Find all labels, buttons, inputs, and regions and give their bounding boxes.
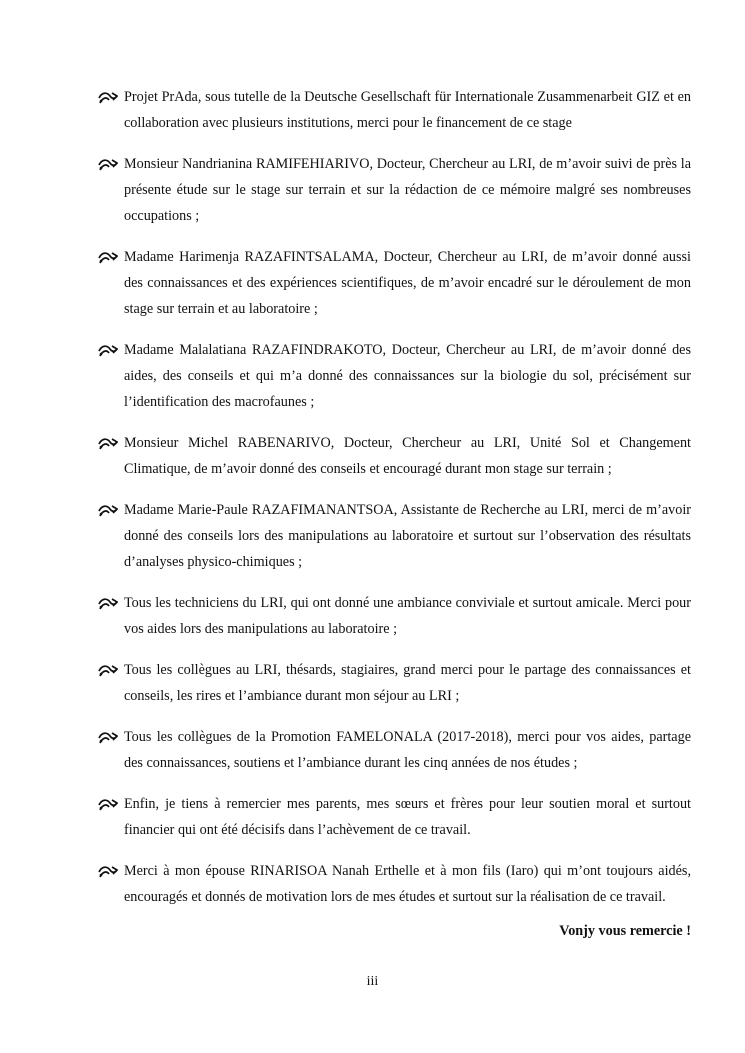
list-item xyxy=(97,430,691,482)
list-item xyxy=(97,724,691,776)
ornament-arrow-icon xyxy=(97,156,118,172)
list-item xyxy=(97,590,691,642)
list-item xyxy=(97,84,691,136)
list-item xyxy=(97,858,691,910)
list-item-text: Madame Malalatiana RAZAFINDRAKOTO, Docteur, Chercheur au LRI, de m’avoir donné des aides, des conseils et qui m’a donné des connaissances sur la biologie du sol, précisément sur l’identification des macrofaunes ; xyxy=(124,342,691,410)
ornament-arrow-icon xyxy=(97,435,118,451)
list-item-text: Tous les techniciens du LRI, qui ont donné une ambiance conviviale et surtout amicale. Merci pour vos aides lors des manipulations au laboratoire ; xyxy=(124,595,691,637)
ornament-arrow-icon xyxy=(97,342,118,358)
ornament-arrow-icon xyxy=(97,863,118,879)
ornament-arrow-icon xyxy=(97,595,118,611)
ornament-arrow-icon xyxy=(97,796,118,812)
ornament-arrow-icon xyxy=(97,89,118,105)
ornament-arrow-icon xyxy=(97,249,118,265)
list-item-text: Madame Marie-Paule RAZAFIMANANTSOA, Assistante de Recherche au LRI, merci de m’avoir donné des conseils lors des manipulations au laboratoire et surtout sur l’observation des résultats d’analyses physico-chimiques ; xyxy=(124,502,691,570)
list-item-text: Enfin, je tiens à remercier mes parents, mes sœurs et frères pour leur soutien moral et surtout financier qui ont été décisifs dans l’achèvement de ce travail. xyxy=(124,796,691,838)
list-item xyxy=(97,244,691,322)
list-item-text: Tous les collègues au LRI, thésards, stagiaires, grand merci pour le partage des connaissances et conseils, les rires et l’ambiance durant mon séjour au LRI ; xyxy=(124,662,691,704)
list-item-text: Merci à mon épouse RINARISOA Nanah Erthelle et à mon fils (Iaro) qui m’ont toujours aidés, encouragés et donnés de motivation lors de mes études et surtout sur la réalisation de ce travail. xyxy=(124,863,691,905)
list-item-text: Madame Harimenja RAZAFINTSALAMA, Docteur, Chercheur au LRI, de m’avoir donné aussi des connaissances et des expériences scientifiques, de m’avoir encadré sur le déroulement de mon stage sur terrain et au laboratoire ; xyxy=(124,249,691,317)
list-item-text: Monsieur Michel RABENARIVO, Docteur, Chercheur au LRI, Unité Sol et Changement Climatique, de m’avoir donné des conseils et encouragé durant mon stage sur terrain ; xyxy=(124,435,691,477)
list-item-text: Monsieur Nandrianina RAMIFEHIARIVO, Docteur, Chercheur au LRI, de m’avoir suivi de près la présente étude sur le stage sur terrain et sur la rédaction de ce mémoire malgré ses nombreuses occupations ; xyxy=(124,156,691,224)
list-item-text: Projet PrAda, sous tutelle de la Deutsche Gesellschaft für Internationale Zusammenarbeit GIZ et en collaboration avec plusieurs institutions, merci pour le financement de ce stage xyxy=(124,89,691,131)
ornament-arrow-icon xyxy=(97,502,118,518)
list-item xyxy=(97,791,691,843)
acknowledgement-list xyxy=(97,84,691,925)
closing-line: Vonjy vous remercie ! xyxy=(559,923,691,939)
list-item-text: Tous les collègues de la Promotion FAMELONALA (2017-2018), merci pour vos aides, partage des connaissances, soutiens et l’ambiance durant les cinq années de nos études ; xyxy=(124,729,691,771)
ornament-arrow-icon xyxy=(97,729,118,745)
page-number: iii xyxy=(366,974,379,989)
list-item xyxy=(97,151,691,229)
ornament-arrow-icon xyxy=(97,662,118,678)
list-item xyxy=(97,657,691,709)
list-item xyxy=(97,337,691,415)
list-item xyxy=(97,497,691,575)
